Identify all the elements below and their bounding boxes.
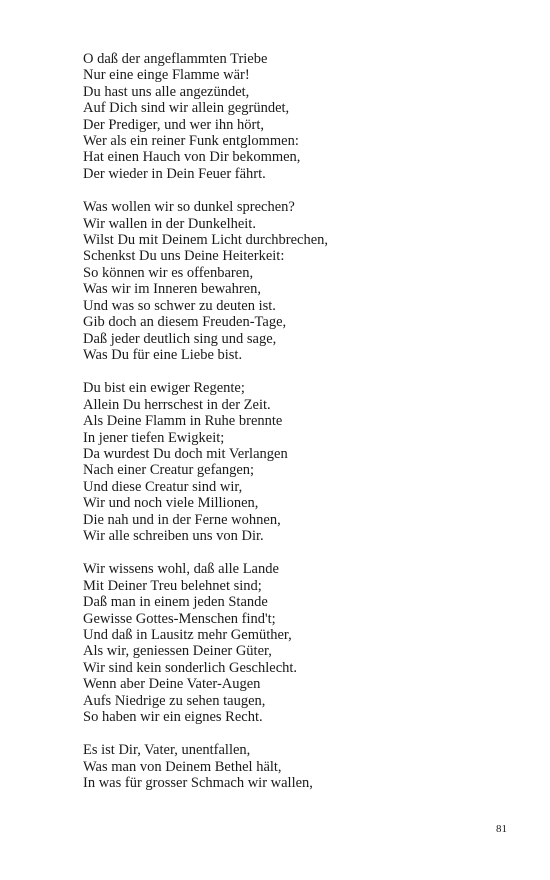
verse-line: O daß der angeflammten Triebe xyxy=(83,51,268,67)
verse-line: Wir und noch viele Millionen, xyxy=(83,495,259,512)
verse-line: Was wollen wir so dunkel sprechen? xyxy=(83,199,295,216)
verse-line: Was man von Deinem Bethel hält, xyxy=(83,758,282,775)
verse-line: Der wieder in Dein Feuer fährt. xyxy=(83,165,266,182)
verse-line: Gewisse Gottes-Menschen find't; xyxy=(83,610,276,627)
verse-line: Wir wissens wohl, daß alle Lande xyxy=(83,561,279,578)
verse-line: Und diese Creatur sind wir, xyxy=(83,478,243,495)
verse-line: Als wir, geniessen Deiner Güter, xyxy=(83,643,272,660)
verse-line: Mit Deiner Treu belehnet sind; xyxy=(83,577,262,594)
verse-line: Wir alle schreiben uns von Dir. xyxy=(83,527,264,544)
stanza-2 xyxy=(83,199,523,363)
verse-line: Gib doch an diesem Freuden-Tage, xyxy=(83,314,287,331)
verse-line: Wer als ein reiner Funk entglommen: xyxy=(83,133,299,150)
verse-line: Wir sind kein sonderlich Geschlecht. xyxy=(83,659,298,676)
verse-line: Daß man in einem jeden Stande xyxy=(83,594,268,611)
verse-line: Was Du für eine Liebe bist. xyxy=(83,346,243,363)
verse-line: Aufs Niedrige zu sehen taugen, xyxy=(83,692,266,709)
verse-line: Auf Dich sind wir allein gegründet, xyxy=(83,100,290,117)
verse-line: Wenn aber Deine Vater-Augen xyxy=(83,676,261,693)
verse-line: Da wurdest Du doch mit Verlangen xyxy=(83,445,288,462)
verse-line: Der Prediger, und wer ihn hört, xyxy=(83,116,265,133)
stanza-4 xyxy=(83,561,523,725)
stanza-3 xyxy=(83,380,523,544)
verse-line: Du bist ein ewiger Regente; xyxy=(83,380,245,397)
verse-line: Und daß in Lausitz mehr Gemüther, xyxy=(83,627,292,643)
verse-line: In was für grosser Schmach wir wallen, xyxy=(83,775,313,792)
verse-line: Schenkst Du uns Deine Heiterkeit: xyxy=(83,248,285,265)
verse-line: Du hast uns alle angezündet, xyxy=(83,83,250,100)
verse-line: Daß jeder deutlich sing und sage, xyxy=(83,330,277,347)
verse-line: Wilst Du mit Deinem Licht durchbrechen, xyxy=(83,232,329,249)
verse-line: Nach einer Creatur gefangen; xyxy=(83,462,255,479)
verse-line: Hat einen Hauch von Dir bekommen, xyxy=(83,149,301,166)
verse-line: Die nah und in der Ferne wohnen, xyxy=(83,511,281,528)
verse-line: Es ist Dir, Vater, unentfallen, xyxy=(83,742,251,759)
verse-line: Nur eine einge Flamme wär! xyxy=(83,67,250,84)
verse-line: Als Deine Flamm in Ruhe brennte xyxy=(83,413,283,430)
stanza-5 xyxy=(83,742,523,791)
page-number: 81 xyxy=(496,823,507,835)
poem-text xyxy=(83,51,523,792)
verse-line: Und was so schwer zu deuten ist. xyxy=(83,297,276,314)
verse-line: Was wir im Inneren bewahren, xyxy=(83,281,262,298)
verse-line: In jener tiefen Ewigkeit; xyxy=(83,429,225,446)
verse-line: Wir wallen in der Dunkelheit. xyxy=(83,215,256,232)
stanza-1 xyxy=(83,51,523,182)
verse-line: So haben wir ein eignes Recht. xyxy=(83,709,263,726)
verse-line: So können wir es offenbaren, xyxy=(83,264,254,281)
verse-line: Allein Du herrschest in der Zeit. xyxy=(83,396,271,413)
